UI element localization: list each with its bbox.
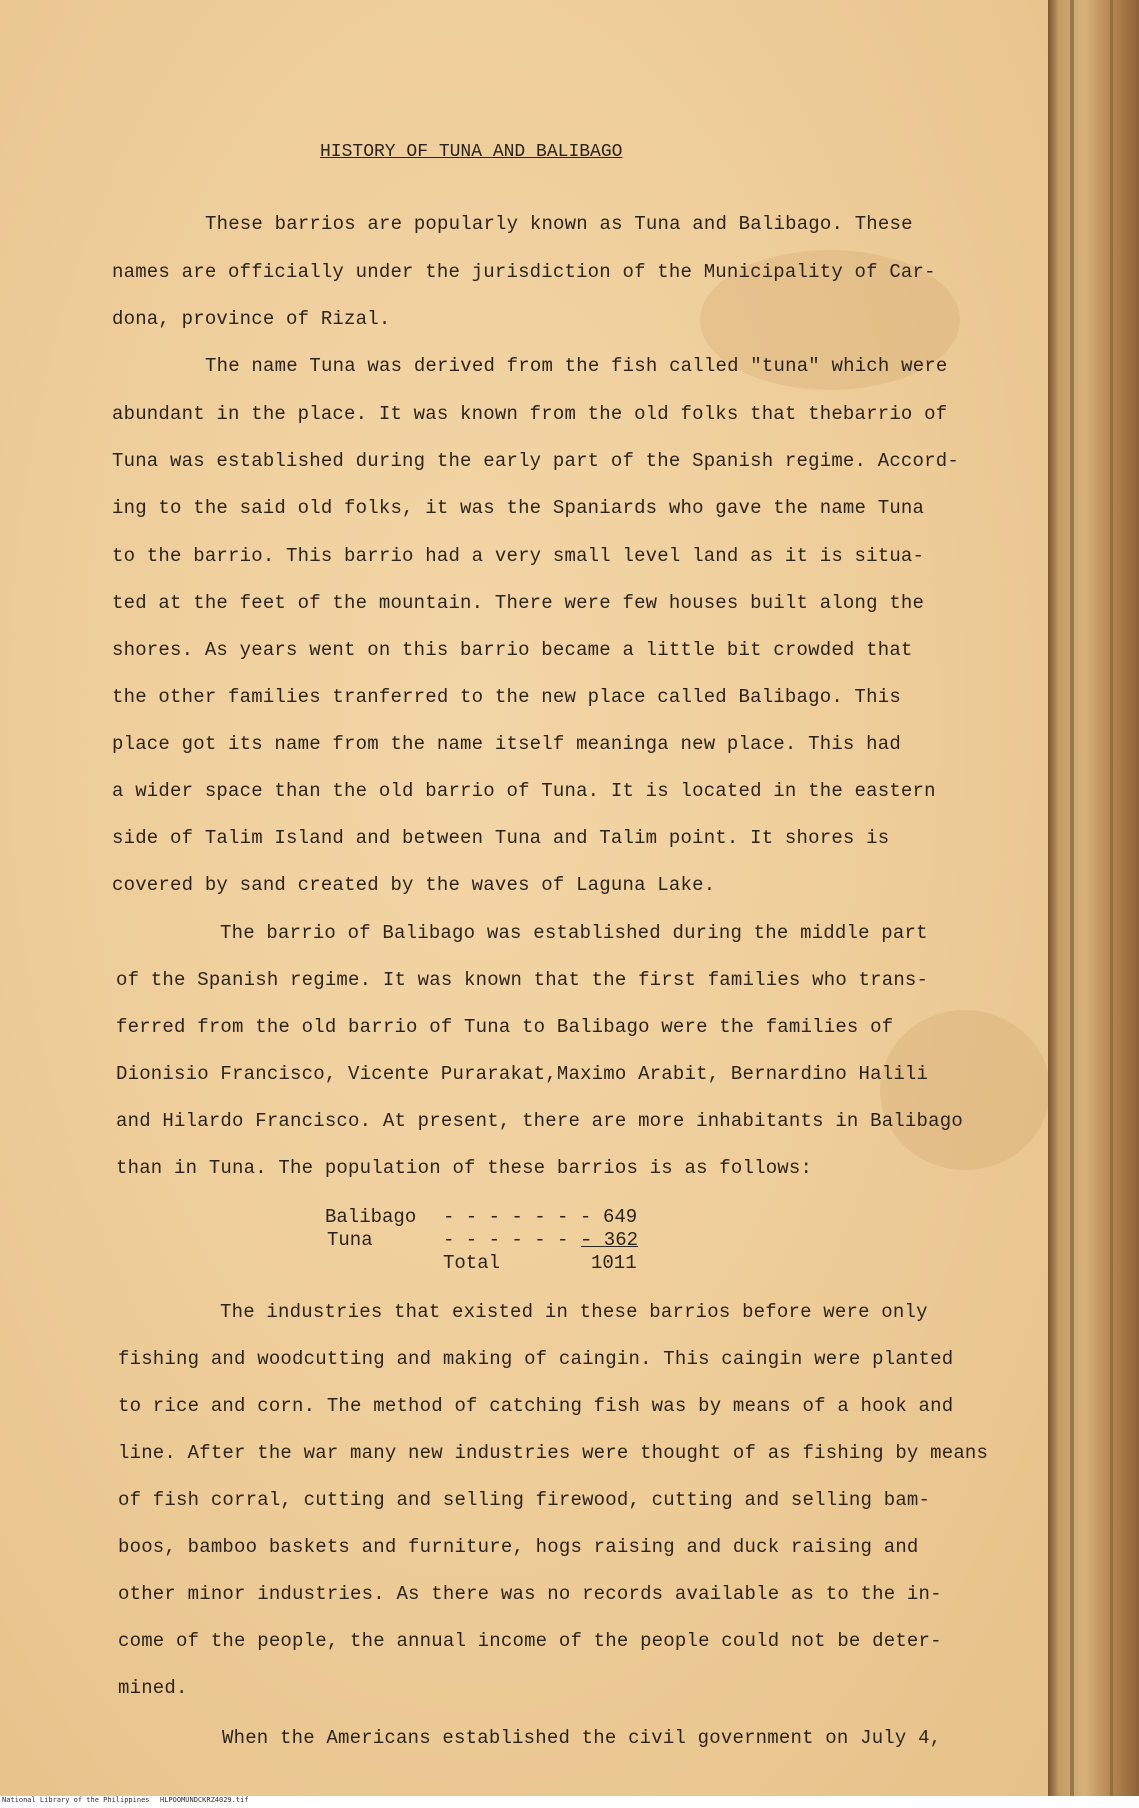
text-line: of fish corral, cutting and selling firewood, cutting and selling bam-	[118, 1489, 931, 1511]
text-line: to rice and corn. The method of catching fish was by means of a hook and	[118, 1395, 954, 1417]
text-line: and Hilardo Francisco. At present, there are more inhabitants in Balibago	[116, 1110, 963, 1132]
text-line: covered by sand created by the waves of Laguna Lake.	[112, 874, 716, 896]
fold-line	[1070, 0, 1074, 1796]
text-line: The industries that existed in these barrios before were only	[220, 1301, 928, 1323]
footer-source: National Library of the Philippines	[2, 1796, 150, 1804]
document-title: HISTORY OF TUNA AND BALIBAGO	[320, 142, 623, 162]
text-line: These barrios are popularly known as Tuna and Balibago. These	[205, 213, 913, 235]
population-name: Balibago	[325, 1206, 417, 1228]
population-value: - 362	[581, 1229, 639, 1251]
text-line: the other families tranferred to the new place called Balibago. This	[112, 686, 901, 708]
population-value: 649	[603, 1206, 638, 1228]
text-line: When the Americans established the civil government on July 4,	[222, 1727, 942, 1749]
population-total-label: Total	[443, 1252, 501, 1274]
text-line: The name Tuna was derived from the fish called "tuna" which were	[205, 355, 948, 377]
text-line: dona, province of Rizal.	[112, 308, 391, 330]
population-total-value: 1011	[591, 1252, 637, 1274]
text-line: a wider space than the old barrio of Tuna. It is located in the eastern	[112, 780, 936, 802]
text-line: side of Talim Island and between Tuna and Talim point. It shores is	[112, 827, 890, 849]
text-line: place got its name from the name itself meaninga new place. This had	[112, 733, 901, 755]
scan-footer	[0, 1796, 1139, 1808]
population-name: Tuna	[327, 1229, 373, 1251]
text-line: boos, bamboo baskets and furniture, hogs raising and duck raising and	[118, 1536, 919, 1558]
fold-line	[1110, 0, 1113, 1796]
text-line: come of the people, the annual income of the people could not be deter-	[118, 1630, 942, 1652]
binding-edge	[1048, 0, 1139, 1796]
text-line: The barrio of Balibago was established during the middle part	[220, 922, 928, 944]
text-line: ing to the said old folks, it was the Spaniards who gave the name Tuna	[112, 497, 925, 519]
text-line: line. After the war many new industries were thought of as fishing by means	[118, 1442, 989, 1464]
text-line: names are officially under the jurisdiction of the Municipality of Car-	[112, 261, 936, 283]
text-line: Tuna was established during the early part of the Spanish regime. Accord-	[112, 450, 959, 472]
text-line: mined.	[118, 1677, 188, 1699]
text-line: shores. As years went on this barrio became a little bit crowded that	[112, 639, 913, 661]
text-line: of the Spanish regime. It was known that the first families who trans-	[116, 969, 929, 991]
text-line: ted at the feet of the mountain. There were few houses built along the	[112, 592, 925, 614]
text-line: other minor industries. As there was no records available as to the in-	[118, 1583, 942, 1605]
text-line: to the barrio. This barrio had a very small level land as it is situa-	[112, 545, 925, 567]
population-dashes: - - - - - - -	[443, 1206, 592, 1228]
text-line: fishing and woodcutting and making of caingin. This caingin were planted	[118, 1348, 954, 1370]
stain	[880, 1010, 1050, 1170]
text-line: abundant in the place. It was known from the old folks that thebarrio of	[112, 403, 948, 425]
text-line: Dionisio Francisco, Vicente Purarakat,Maximo Arabit, Bernardino Halili	[116, 1063, 929, 1085]
text-line: than in Tuna. The population of these barrios is as follows:	[116, 1157, 813, 1179]
footer-filename: HLPOOMUNDCKRZ4029.tif	[160, 1796, 249, 1804]
population-dashes: - - - - - - -	[443, 1229, 592, 1251]
text-line: ferred from the old barrio of Tuna to Balibago were the families of	[116, 1016, 894, 1038]
